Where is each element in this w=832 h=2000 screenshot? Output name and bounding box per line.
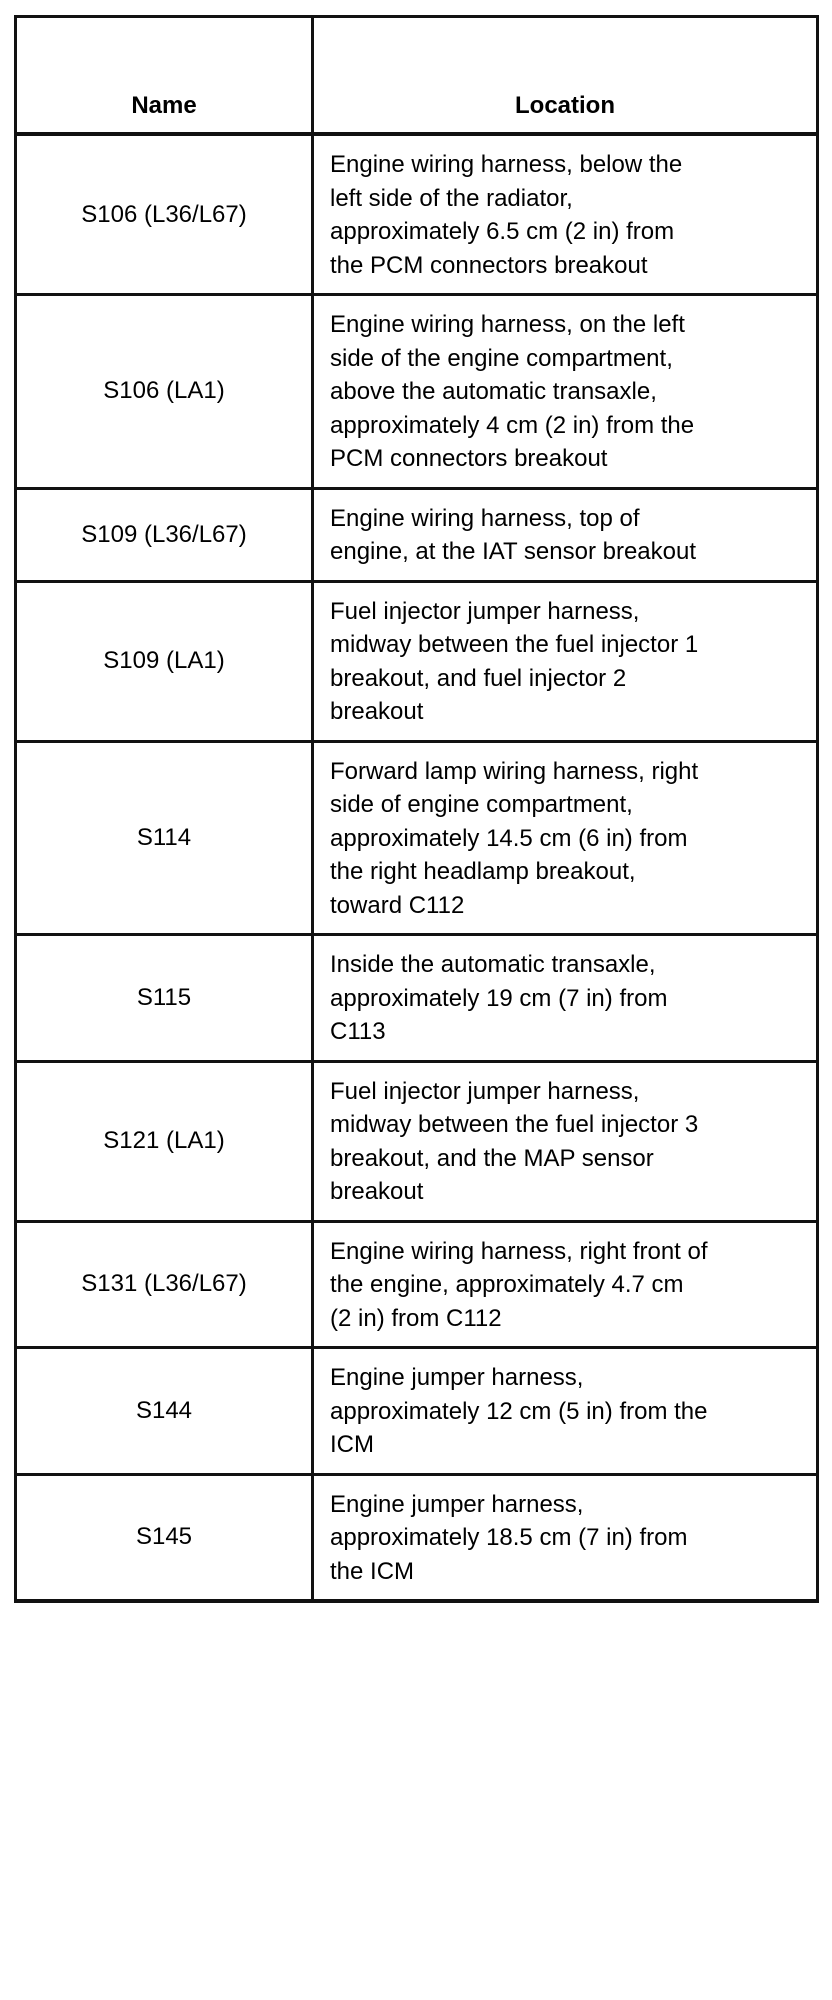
location-text-line: above the automatic transaxle, (330, 378, 657, 405)
splice-location-cell (313, 1221, 818, 1348)
table-row (16, 1061, 818, 1221)
location-text-line: PCM connectors breakout (330, 445, 608, 472)
column-header-location: Location (313, 17, 818, 135)
location-text-line: approximately 19 cm (7 in) from (330, 984, 668, 1012)
splice-name-cell: S106 (L36/L67) (16, 134, 313, 295)
location-text-line: Fuel injector jumper harness, (330, 597, 640, 625)
splice-name-cell: S131 (L36/L67) (16, 1221, 313, 1348)
splice-location-cell (313, 1061, 818, 1221)
table-row (16, 1221, 818, 1348)
location-text-line: approximately 14.5 cm (6 in) from (330, 824, 688, 852)
location-text-line: engine, at the IAT sensor breakout (330, 538, 697, 565)
location-text-line: side of the engine compartment, (330, 344, 673, 372)
location-text-line: C113 (330, 1018, 386, 1045)
location-text-line: breakout (330, 698, 424, 725)
splice-name-cell: S109 (LA1) (16, 581, 313, 741)
table-row (16, 1348, 818, 1475)
location-text-line: Engine wiring harness, on the left (330, 311, 685, 338)
table-row (16, 295, 818, 489)
location-text-line: Engine wiring harness, below the (330, 151, 683, 178)
location-text-line: (2 in) from C112 (330, 1304, 502, 1332)
splice-name-cell: S106 (LA1) (16, 295, 313, 489)
table-row (16, 935, 818, 1062)
location-text-line: the right headlamp breakout, (330, 858, 636, 885)
table-row (16, 581, 818, 741)
splice-location-table (14, 15, 819, 1603)
location-text-line: midway between the fuel injector 3 (330, 1111, 699, 1138)
location-text-line: breakout, and fuel injector 2 (330, 664, 627, 692)
splice-location-cell (313, 741, 818, 935)
location-text-line: approximately 12 cm (5 in) from the (330, 1397, 708, 1425)
splice-name-cell: S114 (16, 741, 313, 935)
location-text-line: midway between the fuel injector 1 (330, 631, 699, 658)
location-text-line: ICM (330, 1431, 374, 1458)
table-row (16, 741, 818, 935)
splice-location-cell (313, 1474, 818, 1601)
location-text-line: the PCM connectors breakout (330, 251, 648, 279)
location-text-line: Engine wiring harness, top of (330, 504, 640, 532)
location-text-line: breakout, and the MAP sensor (330, 1144, 654, 1172)
splice-location-cell (313, 488, 818, 581)
splice-location-cell (313, 295, 818, 489)
location-text-line: Engine wiring harness, right front of (330, 1237, 708, 1265)
table-row (16, 488, 818, 581)
splice-name-cell: S121 (LA1) (16, 1061, 313, 1221)
location-text-line: Forward lamp wiring harness, right (330, 757, 699, 785)
location-text-line: left side of the radiator, (330, 184, 573, 212)
splice-name-cell: S109 (L36/L67) (16, 488, 313, 581)
splice-location-cell (313, 935, 818, 1062)
location-text-line: toward C112 (330, 891, 465, 919)
location-text-line: side of engine compartment, (330, 791, 633, 818)
splice-location-cell (313, 1348, 818, 1475)
location-text-line: the ICM (330, 1557, 415, 1585)
location-text-line: approximately 4 cm (2 in) from the (330, 411, 695, 439)
splice-location-cell (313, 134, 818, 295)
splice-location-cell (313, 581, 818, 741)
location-text-line: approximately 6.5 cm (2 in) from (330, 218, 675, 245)
table-header-row (16, 17, 818, 135)
table-row (16, 1474, 818, 1601)
location-text-line: Engine jumper harness, (330, 1364, 584, 1391)
column-header-name: Name (16, 17, 313, 135)
table-row (16, 134, 818, 295)
splice-name-cell: S145 (16, 1474, 313, 1601)
location-text-line: Fuel injector jumper harness, (330, 1077, 640, 1105)
splice-name-cell: S144 (16, 1348, 313, 1475)
location-text-line: the engine, approximately 4.7 cm (330, 1271, 684, 1298)
location-text-line: Engine jumper harness, (330, 1490, 584, 1518)
location-text-line: breakout (330, 1178, 424, 1205)
table-body (16, 134, 818, 1601)
location-text-line: approximately 18.5 cm (7 in) from (330, 1524, 688, 1551)
splice-name-cell: S115 (16, 935, 313, 1062)
location-text-line: Inside the automatic transaxle, (330, 951, 656, 978)
